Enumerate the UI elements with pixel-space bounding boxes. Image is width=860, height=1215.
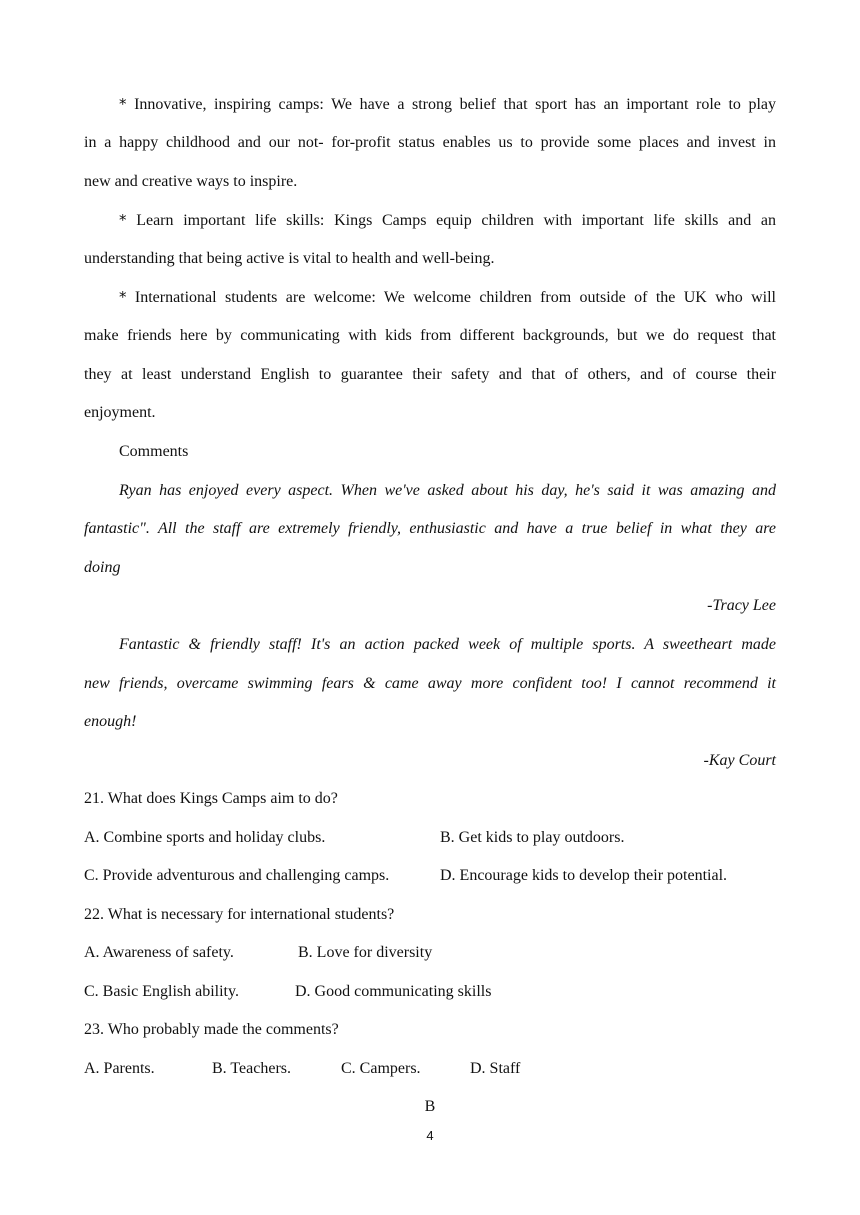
section-label: B (424, 1098, 436, 1115)
star-bullet-icon: * (119, 211, 127, 229)
q22-option-d: D. Good communicating skills (295, 983, 492, 1000)
q22-option-a: A. Awareness of safety. (84, 944, 234, 961)
paragraph-international-line-1 (84, 287, 776, 308)
comment-1-line-1: Ryan has enjoyed every aspect. When we've asked about his day, he's said it was amazing and (119, 482, 776, 499)
star-bullet-icon: * (119, 288, 127, 306)
paragraph-international-line-4: enjoyment. (84, 404, 156, 421)
paragraph-international-line-2: make friends here by communicating with kids from different backgrounds, but we do request that (84, 327, 776, 344)
question-22: 22. What is necessary for international students? (84, 906, 395, 923)
paragraph-innovative-line-3: new and creative ways to inspire. (84, 173, 298, 190)
paragraph-innovative-text: Innovative, inspiring camps: We have a strong belief that sport has an important role to play (134, 96, 776, 113)
comments-heading: Comments (119, 443, 189, 460)
comment-2-line-3: enough! (84, 713, 137, 730)
question-21: 21. What does Kings Camps aim to do? (84, 790, 338, 807)
q23-option-d: D. Staff (470, 1060, 521, 1077)
comment-1-line-3: doing (84, 559, 121, 576)
paragraph-innovative-line-1 (84, 94, 776, 115)
paragraph-innovative-line-2: in a happy childhood and our not- for-profit status enables us to provide some places and invest in (84, 134, 776, 151)
paragraph-international-line-3: they at least understand English to guarantee their safety and that of others, and of course their (84, 366, 776, 383)
paragraph-international-text: International students are welcome: We welcome children from outside of the UK who will (134, 289, 776, 306)
page-number: 4 (426, 1128, 434, 1143)
comment-1-author: -Tracy Lee (707, 597, 776, 614)
paragraph-life-skills-line-2: understanding that being active is vital to health and well-being. (84, 250, 495, 267)
question-23: 23. Who probably made the comments? (84, 1021, 339, 1038)
q21-option-b: B. Get kids to play outdoors. (440, 829, 625, 846)
paragraph-life-skills-text: Learn important life skills: Kings Camps equip children with important life skills and an (136, 212, 776, 229)
q21-option-d: D. Encourage kids to develop their potential. (440, 867, 728, 884)
q23-option-c: C. Campers. (341, 1060, 421, 1077)
comment-2-line-2: new friends, overcame swimming fears & came away more confident too! I cannot recommend it (84, 675, 776, 692)
q23-option-a: A. Parents. (84, 1060, 155, 1077)
q22-option-c: C. Basic English ability. (84, 983, 239, 1000)
q21-option-a: A. Combine sports and holiday clubs. (84, 829, 326, 846)
star-bullet-icon: * (119, 95, 127, 113)
q22-option-b: B. Love for diversity (298, 944, 433, 961)
paragraph-life-skills-line-1 (84, 210, 776, 231)
comment-2-line-1: Fantastic & friendly staff! It's an action packed week of multiple sports. A sweetheart made (119, 636, 776, 653)
q23-option-b: B. Teachers. (212, 1060, 291, 1077)
comment-1-line-2: fantastic". All the staff are extremely friendly, enthusiastic and have a true belief in what they are (84, 520, 776, 537)
comment-2-author: -Kay Court (703, 752, 776, 769)
q21-option-c: C. Provide adventurous and challenging camps. (84, 867, 390, 884)
